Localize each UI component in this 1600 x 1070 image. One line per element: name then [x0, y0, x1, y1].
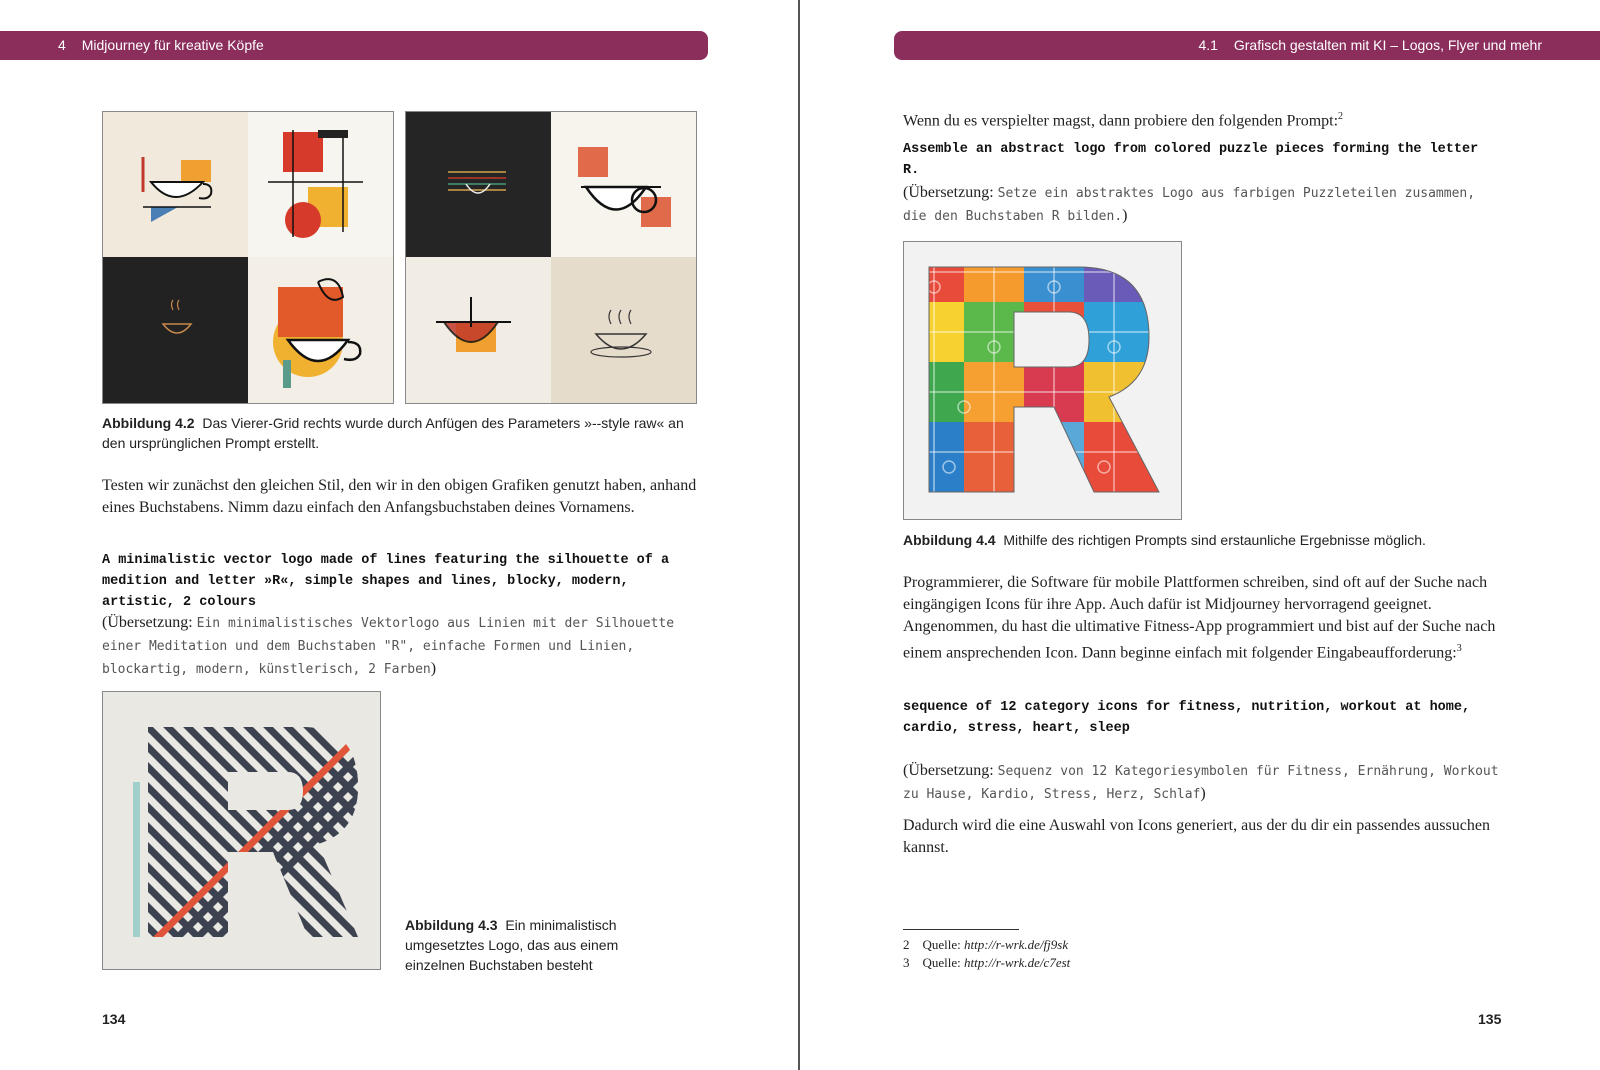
- paragraph: Testen wir zunächst den gleichen Stil, den wir in den obigen Grafiken genutzt haben, anhand eines Buchstabens. Nimm dazu einfach den Anfangsbuchstaben deines Vornamens.: [102, 477, 697, 516]
- paragraph-text: Programmierer, die Software für mobile Plattformen schreiben, sind oft auf der Suche nach eingängigen Icons für ihre App. Auch dafür ist Midjourney hervorragend geeignet. Angenommen, du hast die ultimative Fitness-App programmiert und bist auf der Suche nach einem ansprechenden Icon. Dann beginne einfach mit folgender Eingabeaufforderung:: [903, 574, 1496, 662]
- section-title: Grafisch gestalten mit KI – Logos, Flyer und mehr: [1233, 37, 1542, 53]
- page-gutter: [798, 0, 800, 1070]
- page-number: 134: [102, 1011, 126, 1027]
- figure-4-2-caption: [102, 413, 702, 453]
- chapter-number: 4: [58, 37, 66, 53]
- translation-prefix: (Übersetzung:: [102, 614, 197, 631]
- figure-caption-text: Das Vierer-Grid rechts wurde durch Anfügen des Parameters »--style raw« an den ursprünglichen Prompt erstellt.: [102, 415, 684, 451]
- left-page: [0, 0, 798, 1070]
- figure-4-2-grid-left: [102, 111, 394, 404]
- footnote-rule: [903, 929, 1019, 930]
- paragraph-intro: [903, 106, 1501, 132]
- footnote-ref: 2: [1338, 111, 1344, 122]
- footnote-ref: 3: [1456, 643, 1462, 654]
- figure-label: Abbildung 4.2: [102, 415, 195, 431]
- figure-caption-text: Ein minimalistisch umgesetztes Logo, das aus einem einzelnen Buchstaben besteht: [405, 917, 619, 973]
- translation-prefix: (Übersetzung:: [903, 184, 998, 201]
- right-page: [802, 0, 1600, 1070]
- footnote-3: [903, 954, 1070, 972]
- puzzle-letter-r-image: [904, 242, 1181, 519]
- section-number: 4.1: [1198, 37, 1218, 53]
- footnote-link[interactable]: http://r-wrk.de/fj9sk: [964, 937, 1069, 952]
- translation-text: Ein minimalistisches Vektorlogo aus Linien mit der Silhouette einer Meditation und dem Buchstaben "R", einfache Formen und Linien, blockartig, modern, künstlerisch, 2 Farben: [102, 616, 675, 677]
- figure-label: Abbildung 4.4: [903, 532, 996, 548]
- chapter-header: [0, 31, 708, 60]
- footnote-label: Quelle:: [922, 937, 961, 952]
- paragraph: [903, 572, 1501, 664]
- translation-prefix: (Übersetzung:: [903, 762, 998, 779]
- translation-suffix: ): [430, 660, 437, 677]
- paragraph: Dadurch wird die eine Auswahl von Icons generiert, aus der du dir ein passendes aussuchen kannst.: [903, 817, 1490, 856]
- section-header: [894, 31, 1600, 60]
- translation: [903, 760, 1501, 806]
- coffee-logo-grid-image-b: [406, 112, 696, 403]
- footnote-label: Quelle:: [922, 955, 961, 970]
- prompt-code: Assemble an abstract logo from colored puzzle pieces forming the letter R.: [903, 142, 1479, 178]
- footnote-2: [903, 936, 1068, 954]
- coffee-logo-grid-image-a: [103, 112, 393, 403]
- translation-suffix: ): [1200, 785, 1206, 802]
- translation-text: Setze ein abstraktes Logo aus farbigen Puzzleteilen zusammen, die den Buchstaben R bilden.: [903, 186, 1476, 224]
- footnote-number: 3: [903, 955, 910, 970]
- striped-r-logo-image: [103, 692, 380, 969]
- page-number: 135: [1478, 1011, 1502, 1027]
- figure-4-3-r-logo: [102, 691, 381, 970]
- figure-4-4-caption: [903, 530, 1501, 550]
- figure-4-4-puzzle-r: [903, 241, 1182, 520]
- intro-text: Wenn du es verspielter magst, dann probiere den folgenden Prompt:: [903, 112, 1339, 130]
- translation: [102, 612, 700, 681]
- prompt-code: A minimalistic vector logo made of lines featuring the silhouette of a medition and letter »R«, simple shapes and lines, blocky, modern, artistic, 2 colours: [102, 553, 670, 610]
- prompt-code: sequence of 12 category icons for fitness, nutrition, workout at home, cardio, stress, heart, sleep: [903, 700, 1471, 736]
- figure-caption-text: Mithilfe des richtigen Prompts sind erstaunliche Ergebnisse möglich.: [1003, 532, 1426, 548]
- footnote-link[interactable]: http://r-wrk.de/c7est: [964, 955, 1071, 970]
- figure-4-3-caption: [405, 915, 635, 975]
- chapter-title: Midjourney für kreative Köpfe: [81, 37, 264, 53]
- translation-text: Sequenz von 12 Kategoriesymbolen für Fitness, Ernährung, Workout zu Hause, Kardio, Stress, Herz, Schlaf: [903, 764, 1499, 802]
- figure-4-2-grid-right: [405, 111, 697, 404]
- figure-label: Abbildung 4.3: [405, 917, 498, 933]
- translation: [903, 182, 1501, 228]
- footnote-number: 2: [903, 937, 910, 952]
- translation-suffix: ): [1122, 207, 1128, 224]
